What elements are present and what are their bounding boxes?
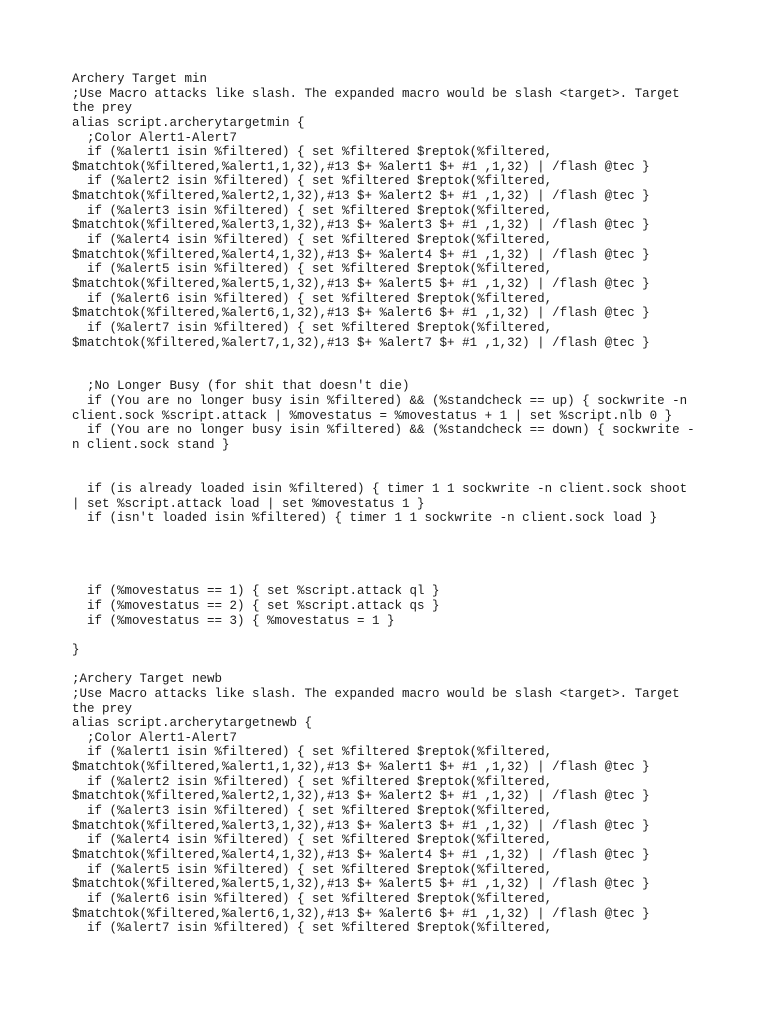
code-line: if (%alert1 isin %filtered) { set %filtered $reptok(%filtered, (72, 745, 553, 760)
code-line: if (%alert5 isin %filtered) { set %filtered $reptok(%filtered, (72, 262, 553, 277)
code-line: if (%alert4 isin %filtered) { set %filtered $reptok(%filtered, (72, 233, 553, 248)
code-line: $matchtok(%filtered,%alert2,1,32),#13 $+ %alert2 $+ #1 ,1,32) | /flash @tec } (72, 189, 650, 204)
code-line: if (You are no longer busy isin %filtered) && (%standcheck == up) { sockwrite -n (72, 394, 688, 409)
code-line: $matchtok(%filtered,%alert1,1,32),#13 $+ %alert1 $+ #1 ,1,32) | /flash @tec } (72, 159, 650, 174)
code-line: $matchtok(%filtered,%alert1,1,32),#13 $+ %alert1 $+ #1 ,1,32) | /flash @tec } (72, 760, 650, 775)
code-line: if (%movestatus == 2) { set %script.attack qs } (72, 599, 440, 614)
code-line: ;Archery Target newb (72, 672, 223, 687)
code-line: ;No Longer Busy (for shit that doesn't die) (72, 379, 410, 394)
code-line: client.sock %script.attack | %movestatus = %movestatus + 1 | set %script.nlb 0 } (72, 408, 673, 423)
code-line: if (is already loaded isin %filtered) { timer 1 1 sockwrite -n client.sock shoot (72, 481, 688, 496)
code-line: if (%alert5 isin %filtered) { set %filtered $reptok(%filtered, (72, 862, 553, 877)
code-line (72, 365, 696, 380)
code-line: $matchtok(%filtered,%alert3,1,32),#13 $+ %alert3 $+ #1 ,1,32) | /flash @tec } (72, 218, 650, 233)
code-line: ;Color Alert1-Alert7 (72, 130, 238, 145)
code-line (72, 628, 696, 643)
code-line: ;Use Macro attacks like slash. The expanded macro would be slash <target>. Target (72, 686, 680, 701)
code-line: $matchtok(%filtered,%alert6,1,32),#13 $+ %alert6 $+ #1 ,1,32) | /flash @tec } (72, 906, 650, 921)
code-line (72, 658, 696, 673)
code-line: ;Color Alert1-Alert7 (72, 730, 238, 745)
code-line: if (%alert7 isin %filtered) { set %filtered $reptok(%filtered, (72, 320, 553, 335)
code-line: Archery Target min (72, 72, 208, 86)
code-line: n client.sock stand } (72, 438, 230, 453)
document-body (72, 72, 696, 936)
code-line: $matchtok(%filtered,%alert2,1,32),#13 $+ %alert2 $+ #1 ,1,32) | /flash @tec } (72, 789, 650, 804)
code-line: $matchtok(%filtered,%alert3,1,32),#13 $+ %alert3 $+ #1 ,1,32) | /flash @tec } (72, 818, 650, 833)
code-line: if (%alert4 isin %filtered) { set %filtered $reptok(%filtered, (72, 833, 553, 848)
code-line: if (%alert7 isin %filtered) { set %filtered $reptok(%filtered, (72, 921, 553, 936)
code-line: $matchtok(%filtered,%alert4,1,32),#13 $+ %alert4 $+ #1 ,1,32) | /flash @tec } (72, 247, 650, 262)
code-line: the prey (72, 101, 133, 116)
code-line: } (72, 642, 80, 657)
code-line: alias script.archerytargetmin { (72, 115, 305, 130)
code-line: if (%alert3 isin %filtered) { set %filtered $reptok(%filtered, (72, 203, 553, 218)
code-line: the prey (72, 701, 133, 716)
code-line: if (isn't loaded isin %filtered) { timer 1 1 sockwrite -n client.sock load } (72, 511, 658, 526)
code-line (72, 555, 696, 570)
code-line: if (%alert6 isin %filtered) { set %filtered $reptok(%filtered, (72, 291, 553, 306)
code-line: if (%movestatus == 3) { %movestatus = 1 } (72, 613, 395, 628)
code-line (72, 467, 696, 482)
code-line: if (%alert2 isin %filtered) { set %filtered $reptok(%filtered, (72, 774, 553, 789)
code-line (72, 570, 696, 585)
code-line: if (%movestatus == 1) { set %script.attack ql } (72, 584, 440, 599)
code-line: $matchtok(%filtered,%alert5,1,32),#13 $+ %alert5 $+ #1 ,1,32) | /flash @tec } (72, 276, 650, 291)
code-line (72, 526, 696, 541)
code-line: ;Use Macro attacks like slash. The expanded macro would be slash <target>. Target (72, 86, 680, 101)
code-line (72, 350, 696, 365)
code-line: $matchtok(%filtered,%alert5,1,32),#13 $+ %alert5 $+ #1 ,1,32) | /flash @tec } (72, 877, 650, 892)
code-line: $matchtok(%filtered,%alert7,1,32),#13 $+ %alert7 $+ #1 ,1,32) | /flash @tec } (72, 335, 650, 350)
code-line: alias script.archerytargetnewb { (72, 716, 313, 731)
code-line (72, 541, 696, 556)
code-line: $matchtok(%filtered,%alert4,1,32),#13 $+ %alert4 $+ #1 ,1,32) | /flash @tec } (72, 847, 650, 862)
code-line: if (%alert1 isin %filtered) { set %filtered $reptok(%filtered, (72, 145, 553, 160)
code-line: if (You are no longer busy isin %filtered) && (%standcheck == down) { sockwrite - (72, 423, 695, 438)
code-line: if (%alert6 isin %filtered) { set %filtered $reptok(%filtered, (72, 891, 553, 906)
code-line: if (%alert2 isin %filtered) { set %filtered $reptok(%filtered, (72, 174, 553, 189)
code-line (72, 453, 696, 468)
code-line: $matchtok(%filtered,%alert6,1,32),#13 $+ %alert6 $+ #1 ,1,32) | /flash @tec } (72, 306, 650, 321)
code-line: | set %script.attack load | set %movestatus 1 } (72, 496, 425, 511)
code-line: if (%alert3 isin %filtered) { set %filtered $reptok(%filtered, (72, 804, 553, 819)
